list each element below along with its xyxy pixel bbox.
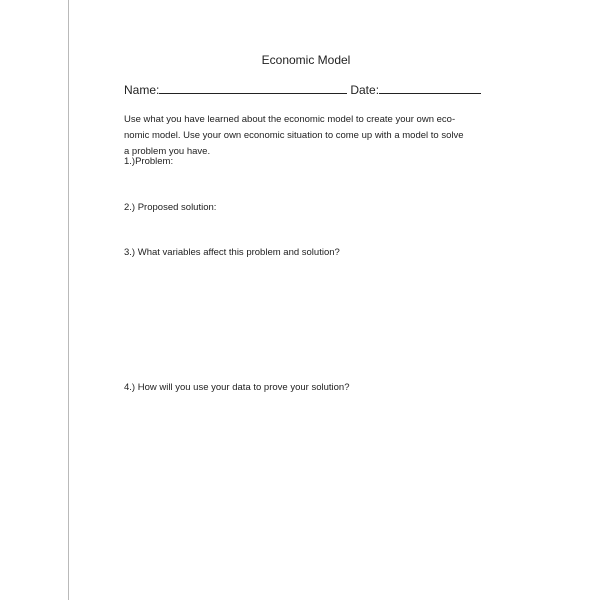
name-blank-line[interactable] <box>159 82 347 94</box>
instructions-paragraph <box>124 112 474 160</box>
question-2: 2.) Proposed solution: <box>124 202 217 213</box>
name-label: Name: <box>124 83 160 97</box>
date-blank-line[interactable] <box>379 82 481 94</box>
question-4: 4.) How will you use your data to prove your solution? <box>124 382 350 393</box>
date-label: Date: <box>350 83 380 97</box>
instructions-line-1: Use what you have learned about the economic model to create your own eco- <box>124 114 456 125</box>
worksheet-title: Economic Model <box>261 53 351 67</box>
worksheet <box>122 53 482 393</box>
instructions-line-2: nomic model. Use your own economic situation to come up with a model to solve <box>124 130 464 141</box>
page-left-edge <box>68 0 69 600</box>
name-date-row <box>124 82 482 97</box>
question-3: 3.) What variables affect this problem and solution? <box>124 247 340 258</box>
instructions-line-3: a problem you have. <box>124 146 211 157</box>
question-1: 1.)Problem: <box>124 156 174 167</box>
